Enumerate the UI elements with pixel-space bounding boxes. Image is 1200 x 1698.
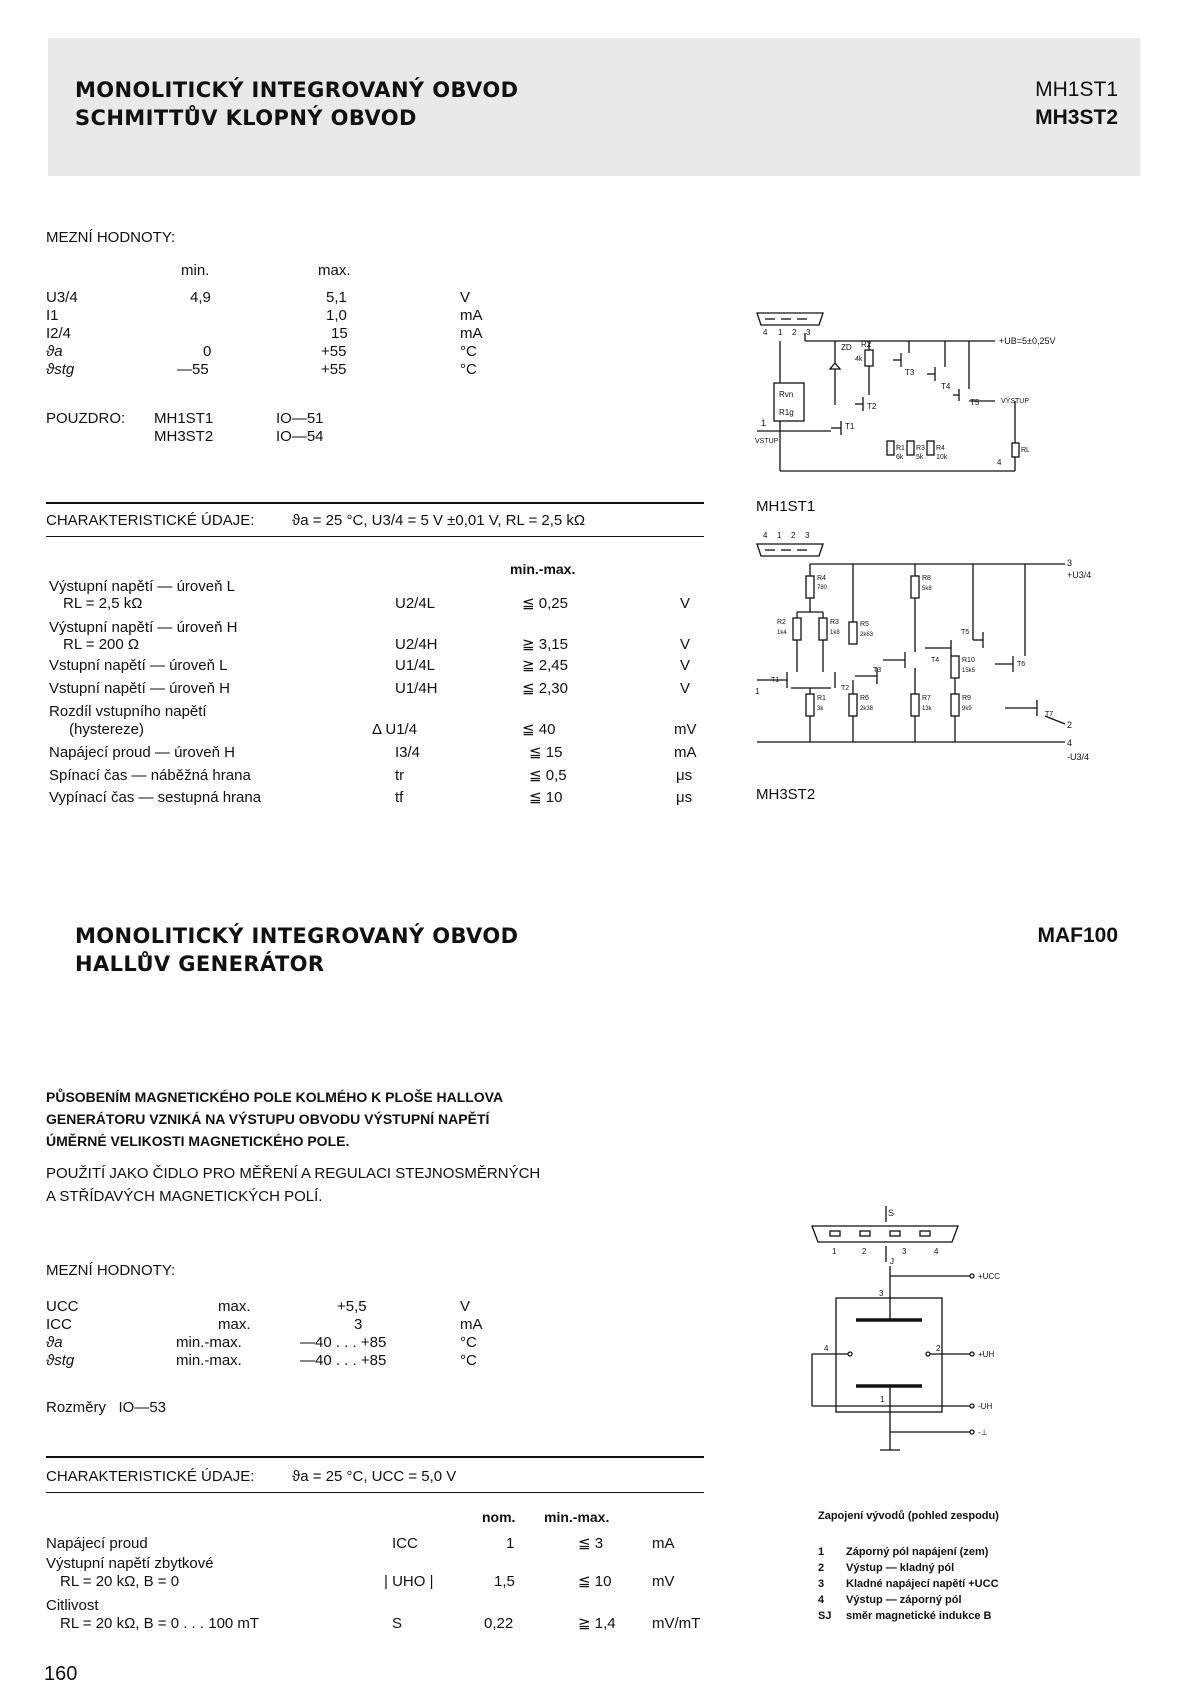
char2-nom: 1 [506, 1535, 515, 1552]
svg-text:3: 3 [879, 1289, 884, 1298]
svg-text:780: 780 [817, 585, 828, 591]
svg-text:R3: R3 [916, 445, 925, 452]
svg-text:1k4: 1k4 [777, 630, 787, 636]
svg-text:4: 4 [997, 458, 1002, 467]
svg-text:3: 3 [1067, 558, 1073, 568]
limit-unit: °C [460, 361, 477, 378]
char-name: Vypínací čas — sestupná hrana [49, 789, 262, 806]
limit-unit: V [460, 289, 471, 306]
svg-text:R2: R2 [777, 619, 786, 626]
char-unit: V [680, 680, 691, 697]
limit2-val: 3 [354, 1316, 363, 1333]
intro-bold-line: GENERÁTORU VZNIKÁ NA VÝSTUPU OBVODU VÝSTUPNÍ NAPĚTÍ [46, 1111, 490, 1127]
svg-text:T4: T4 [931, 657, 940, 664]
limit2-kind: min.-max. [176, 1334, 242, 1351]
caption-text: Výstup — záporný pól [846, 1594, 962, 1606]
svg-text:R5: R5 [860, 621, 869, 628]
limits-heading: MEZNÍ HODNOTY: [46, 229, 176, 246]
limit-unit: mA [460, 325, 483, 342]
svg-text:13k: 13k [922, 706, 932, 712]
svg-text:T6: T6 [1017, 661, 1026, 668]
svg-text:ZD: ZD [841, 343, 852, 352]
limit-sym: U3/4 [46, 289, 78, 306]
limit2-unit: °C [460, 1334, 477, 1351]
char-conditions: ϑa = 25 °C, U3/4 = 5 V ±0,01 V, RL = 2,5 kΩ [292, 512, 586, 529]
svg-text:+UB=5±0,25V: +UB=5±0,25V [999, 336, 1056, 346]
caption-num: 4 [818, 1594, 825, 1606]
svg-text:T2: T2 [841, 685, 850, 692]
char2-unit: mV [652, 1573, 675, 1590]
svg-text:4: 4 [1067, 738, 1073, 748]
svg-text:+U3/4: +U3/4 [1067, 570, 1092, 580]
svg-text:3: 3 [902, 1247, 907, 1256]
svg-text:3: 3 [806, 328, 811, 337]
package-type: MH3ST2 [154, 428, 214, 445]
dimensions: Rozměry IO—53 [46, 1399, 167, 1416]
svg-text:R6: R6 [860, 695, 869, 702]
limit2-sym: UCC [46, 1298, 79, 1315]
caption-num: 1 [818, 1546, 825, 1558]
section2-title-line2: HALLŮV GENERÁTOR [75, 952, 325, 976]
char-sym: U2/4H [395, 636, 438, 653]
section1-title-line1: MONOLITICKÝ INTEGROVANÝ OBVOD [75, 78, 519, 102]
svg-text:R4: R4 [817, 575, 826, 582]
caption-text: Výstup — kladný pól [846, 1562, 955, 1574]
char-val: ≧ 3,15 [522, 636, 568, 653]
svg-text:2: 2 [791, 531, 796, 540]
svg-text:5k8: 5k8 [922, 586, 932, 592]
svg-text:VSTUP: VSTUP [755, 438, 779, 445]
svg-text:T1: T1 [845, 422, 855, 431]
section2-code: MAF100 [1037, 924, 1118, 947]
char-unit: V [680, 657, 691, 674]
limit-max: +55 [321, 343, 347, 360]
char2-val: ≦ 3 [578, 1535, 604, 1552]
limit2-kind: max. [218, 1316, 251, 1333]
char2-unit: mA [652, 1535, 675, 1552]
package-case: IO—54 [276, 428, 324, 445]
svg-text:+UCC: +UCC [978, 1272, 1001, 1281]
char2-sym: ICC [392, 1535, 418, 1552]
limit2-kind: min.-max. [176, 1352, 242, 1369]
svg-text:4: 4 [763, 328, 768, 337]
char-sym: tr [395, 767, 405, 784]
svg-text:T4: T4 [941, 382, 951, 391]
char2-name: Citlivost [46, 1597, 99, 1614]
caption-text: Záporný pól napájení (zem) [846, 1546, 989, 1558]
svg-text:1: 1 [880, 1395, 885, 1404]
svg-text:R9: R9 [962, 695, 971, 702]
limit2-val: —40 . . . +85 [300, 1334, 387, 1351]
svg-text:R4: R4 [936, 445, 945, 452]
intro-line: POUŽITÍ JAKO ČIDLO PRO MĚŘENÍ A REGULACI STEJNOSMĚRNÝCH [46, 1165, 541, 1182]
svg-text:-⊥: -⊥ [978, 1428, 988, 1437]
svg-text:R10: R10 [962, 657, 975, 664]
limit2-val: —40 . . . +85 [300, 1352, 387, 1369]
svg-text:Rvn: Rvn [779, 390, 794, 399]
caption-num: 3 [818, 1578, 825, 1590]
diagram2-label: MH3ST2 [756, 786, 816, 803]
svg-text:R1g: R1g [779, 408, 794, 417]
svg-text:+UH: +UH [978, 1350, 995, 1359]
svg-text:T5: T5 [961, 629, 970, 636]
char-val: ≦ 2,30 [522, 680, 568, 697]
char-cond: RL = 2,5 kΩ [63, 595, 143, 612]
char-name: Vstupní napětí — úroveň H [49, 680, 230, 697]
divider [46, 1456, 704, 1458]
svg-text:R3: R3 [830, 619, 839, 626]
section1-code1: MH1ST1 [1035, 78, 1118, 101]
page-number: 160 [44, 1663, 78, 1685]
char2-heading: CHARAKTERISTICKÉ ÚDAJE: [46, 1468, 255, 1485]
limit2-sym: ϑa [46, 1334, 63, 1351]
limit2-sym: ICC [46, 1316, 72, 1333]
section2-title-line1: MONOLITICKÝ INTEGROVANÝ OBVOD [75, 924, 519, 948]
char-cond: (hystereze) [69, 721, 145, 738]
limit2-val: +5,5 [337, 1298, 367, 1315]
intro-line: A STŘÍDAVÝCH MAGNETICKÝCH POLÍ. [46, 1188, 323, 1205]
char2-cond: RL = 20 kΩ, B = 0 . . . 100 mT [60, 1615, 260, 1632]
char-val: ≦ 0,25 [522, 595, 568, 612]
caption-text: Kladné napájecí napětí +UCC [846, 1578, 999, 1590]
svg-text:3: 3 [805, 531, 810, 540]
caption-num: 2 [818, 1562, 825, 1574]
svg-text:1: 1 [755, 687, 760, 696]
char-unit: V [680, 595, 691, 612]
char-val: ≦ 0,5 [529, 767, 567, 784]
svg-text:2: 2 [792, 328, 797, 337]
char2-name: Výstupní napětí zbytkové [46, 1555, 214, 1572]
limits-col-min: min. [181, 262, 210, 279]
char-cond: RL = 200 Ω [63, 636, 140, 653]
svg-text:6k: 6k [896, 454, 904, 461]
svg-text:5k: 5k [916, 454, 924, 461]
limit-sym: I1 [46, 307, 59, 324]
char2-col-nom: nom. [482, 1509, 516, 1525]
svg-text:4: 4 [824, 1344, 829, 1353]
char-name: Výstupní napětí — úroveň H [49, 619, 238, 636]
svg-text:T7: T7 [1045, 711, 1054, 718]
char-unit: mV [674, 721, 697, 738]
char-col-header: min.-max. [510, 561, 576, 577]
char-heading: CHARAKTERISTICKÉ ÚDAJE: [46, 512, 255, 529]
limit-max: 1,0 [326, 307, 347, 324]
limit-max: 5,1 [326, 289, 347, 306]
svg-text:J: J [890, 1257, 894, 1266]
svg-text:10k: 10k [936, 454, 948, 461]
svg-text:1: 1 [778, 328, 783, 337]
char-unit: V [680, 636, 691, 653]
divider [46, 536, 704, 537]
svg-text:2k38: 2k38 [860, 706, 874, 712]
package-case: IO—51 [276, 410, 324, 427]
caption-num: SJ [818, 1610, 832, 1622]
svg-text:R8: R8 [922, 575, 931, 582]
limit2-kind: max. [218, 1298, 251, 1315]
char-val: ≦ 10 [529, 789, 563, 806]
limits2-heading: MEZNÍ HODNOTY: [46, 1262, 176, 1279]
svg-text:1: 1 [761, 418, 767, 428]
char-val: ≧ 2,45 [522, 657, 568, 674]
char-sym: I3/4 [395, 744, 421, 761]
limit-min: —55 [177, 361, 209, 378]
limit-unit: °C [460, 343, 477, 360]
svg-text:S: S [888, 1208, 895, 1218]
limit2-unit: V [460, 1298, 471, 1315]
svg-text:R2: R2 [861, 340, 872, 349]
char-sym: Δ U1/4 [372, 721, 418, 738]
svg-text:4: 4 [934, 1247, 939, 1256]
char2-name: Napájecí proud [46, 1535, 148, 1552]
char-unit: μs [676, 767, 693, 784]
divider [46, 502, 704, 504]
svg-text:1: 1 [777, 531, 782, 540]
char-sym: U2/4L [395, 595, 436, 612]
svg-text:VÝSTUP: VÝSTUP [1001, 398, 1030, 405]
char2-conditions: ϑa = 25 °C, UCC = 5,0 V [292, 1468, 457, 1485]
limit-sym: ϑa [46, 343, 63, 360]
svg-text:1: 1 [832, 1247, 837, 1256]
limit-sym: I2/4 [46, 325, 72, 342]
caption-text: směr magnetické indukce B [846, 1610, 992, 1622]
svg-text:2: 2 [936, 1344, 941, 1353]
section1-title-line2: SCHMITTŮV KLOPNÝ OBVOD [75, 106, 417, 130]
svg-text:T1: T1 [771, 677, 780, 684]
svg-text:RL: RL [1021, 447, 1030, 454]
svg-text:-U3/4: -U3/4 [1067, 752, 1090, 762]
svg-text:R7: R7 [922, 695, 931, 702]
char-name: Rozdíl vstupního napětí [49, 703, 207, 720]
char-sym: U1/4H [395, 680, 438, 697]
schematic-mh1st1 [755, 305, 1085, 480]
limits-col-max: max. [318, 262, 351, 279]
svg-text:1k8: 1k8 [830, 630, 840, 636]
char2-nom: 0,22 [484, 1615, 514, 1632]
char-name: Spínací čas — náběžná hrana [49, 767, 251, 784]
limit-max: 15 [331, 325, 348, 342]
char-name: Vstupní napětí — úroveň L [49, 657, 228, 674]
package-type: MH1ST1 [154, 410, 214, 427]
char-name: Napájecí proud — úroveň H [49, 744, 235, 761]
limit2-sym: ϑstg [46, 1352, 75, 1369]
svg-text:T3: T3 [873, 667, 882, 674]
char-unit: μs [676, 789, 693, 806]
svg-text:2k63: 2k63 [860, 632, 874, 638]
svg-text:4: 4 [763, 531, 768, 540]
svg-text:T2: T2 [867, 402, 877, 411]
char-val: ≦ 40 [522, 721, 556, 738]
svg-text:2: 2 [862, 1247, 867, 1256]
limit-sym: ϑstg [46, 361, 75, 378]
schematic-mh3st2 [755, 528, 1092, 778]
divider [46, 1492, 704, 1493]
limit-unit: mA [460, 307, 483, 324]
char2-val: ≧ 1,4 [578, 1615, 616, 1632]
svg-text:9k9: 9k9 [962, 706, 972, 712]
pinout-caption-title: Zapojení vývodů (pohled zespodu) [818, 1510, 999, 1522]
intro-bold-line: ÚMĚRNÉ VELIKOSTI MAGNETICKÉHO POLE. [46, 1133, 350, 1149]
diagram1-label: MH1ST1 [756, 498, 816, 515]
svg-text:3k: 3k [817, 706, 824, 712]
char-sym: tf [395, 789, 404, 806]
limit-max: +55 [321, 361, 347, 378]
limit2-unit: mA [460, 1316, 483, 1333]
svg-text:R1: R1 [896, 445, 905, 452]
hall-generator-diagram [810, 1200, 1030, 1460]
char2-nom: 1,5 [494, 1573, 515, 1590]
char-unit: mA [674, 744, 697, 761]
svg-text:2: 2 [1067, 720, 1073, 730]
limit-min: 0 [203, 343, 212, 360]
char2-cond: RL = 20 kΩ, B = 0 [60, 1573, 180, 1590]
char2-val: ≦ 10 [578, 1573, 612, 1590]
svg-text:T3: T3 [905, 368, 915, 377]
section1-code2: MH3ST2 [1035, 106, 1118, 129]
char2-unit: mV/mT [652, 1615, 701, 1632]
svg-text:-UH: -UH [978, 1402, 993, 1411]
svg-text:4k: 4k [855, 356, 863, 363]
char2-col-minmax: min.-max. [544, 1509, 610, 1525]
svg-text:T5: T5 [970, 398, 980, 407]
char-sym: U1/4L [395, 657, 436, 674]
svg-text:R1: R1 [817, 695, 826, 702]
limit2-unit: °C [460, 1352, 477, 1369]
package-label: POUZDRO: [46, 410, 126, 427]
svg-text:15k5: 15k5 [962, 668, 976, 674]
intro-bold-line: PŮSOBENÍM MAGNETICKÉHO POLE KOLMÉHO K PLOŠE HALLOVA [46, 1089, 504, 1105]
char-name: Výstupní napětí — úroveň L [49, 578, 235, 595]
char2-sym: | UHO | [384, 1573, 434, 1590]
char-val: ≦ 15 [529, 744, 563, 761]
limit-min: 4,9 [190, 289, 211, 306]
char2-sym: S [392, 1615, 403, 1632]
